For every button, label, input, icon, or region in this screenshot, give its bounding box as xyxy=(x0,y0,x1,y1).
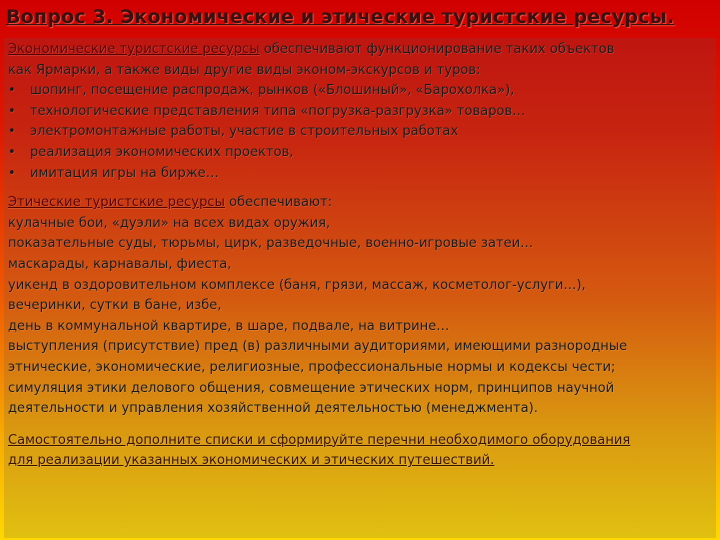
ethical-line: уикенд в оздоровительном комплексе (баня, грязи, массаж, косметолог-услуги…), xyxy=(8,277,586,293)
economic-item-text: имитация игры на бирже… xyxy=(30,165,219,181)
ethical-line: кулачные бои, «дуэли» на всех видах оружия, xyxy=(8,215,331,231)
ethical-line: симуляция этики делового общения, совмещение этических норм, принципов научной xyxy=(8,380,615,396)
slide-body xyxy=(8,40,714,472)
ethical-heading: Этические туристские ресурсы xyxy=(8,195,225,211)
economic-item-text: технологические представления типа «погрузка-разгрузка» товаров… xyxy=(30,103,526,119)
economic-item-text: реализация экономических проектов, xyxy=(30,144,294,160)
section-gap xyxy=(8,184,714,193)
economic-list-item xyxy=(8,102,714,123)
economic-item-text: шопинг, посещение распродаж, рынков («Блошиный», «Барохолка»), xyxy=(30,83,515,99)
economic-heading: Экономические туристские ресурсы xyxy=(8,42,260,57)
section-gap xyxy=(8,420,714,431)
economic-list-item xyxy=(8,122,714,143)
bullet-icon: • xyxy=(8,165,16,181)
ethical-intro-line xyxy=(8,193,714,214)
economic-list-item xyxy=(8,143,714,164)
economic-list-item xyxy=(8,164,714,185)
bullet-icon: • xyxy=(8,124,16,140)
bullet-icon: • xyxy=(8,144,16,160)
economic-list-item xyxy=(8,81,714,102)
ethical-line: деятельности и управления хозяйственной деятельностью (менеджмента). xyxy=(8,401,538,417)
ethical-line: показательные суды, тюрьмы, цирк, разведочные, военно-игровые затеи… xyxy=(8,236,534,252)
ethical-line: вечеринки, сутки в бане, избе, xyxy=(8,298,222,314)
bullet-icon: • xyxy=(8,83,16,99)
ethical-line: маскарады, карнавалы, фиеста, xyxy=(8,256,232,272)
economic-intro-line xyxy=(8,40,714,61)
slide-title: Вопрос 3. Экономические и этические туристские ресурсы. xyxy=(6,6,675,28)
ethical-intro-rest: обеспечивают: xyxy=(224,195,333,211)
economic-item-text: электромонтажные работы, участие в строительных работах xyxy=(30,124,459,140)
bullet-icon: • xyxy=(8,103,16,119)
ethical-line: день в коммунальной квартире, в шаре, подвале, на витрине… xyxy=(8,318,450,334)
task-line-2: для реализации указанных экономических и этических путешествий. xyxy=(8,453,495,469)
economic-intro-line-2: как Ярмарки, а также виды другие виды эконом-экскурсов и туров: xyxy=(8,62,481,78)
economic-intro-rest: обеспечивают функционирование таких объектов xyxy=(259,42,615,57)
ethical-line: этнические, экономические, религиозные, профессиональные нормы и кодексы чести; xyxy=(8,359,616,375)
task-line-1: Самостоятельно дополните списки и сформируйте перечни необходимого оборудования xyxy=(8,432,631,448)
ethical-line: выступления (присутствие) пред (в) различными аудиториями, имеющими разнородные xyxy=(8,339,628,355)
